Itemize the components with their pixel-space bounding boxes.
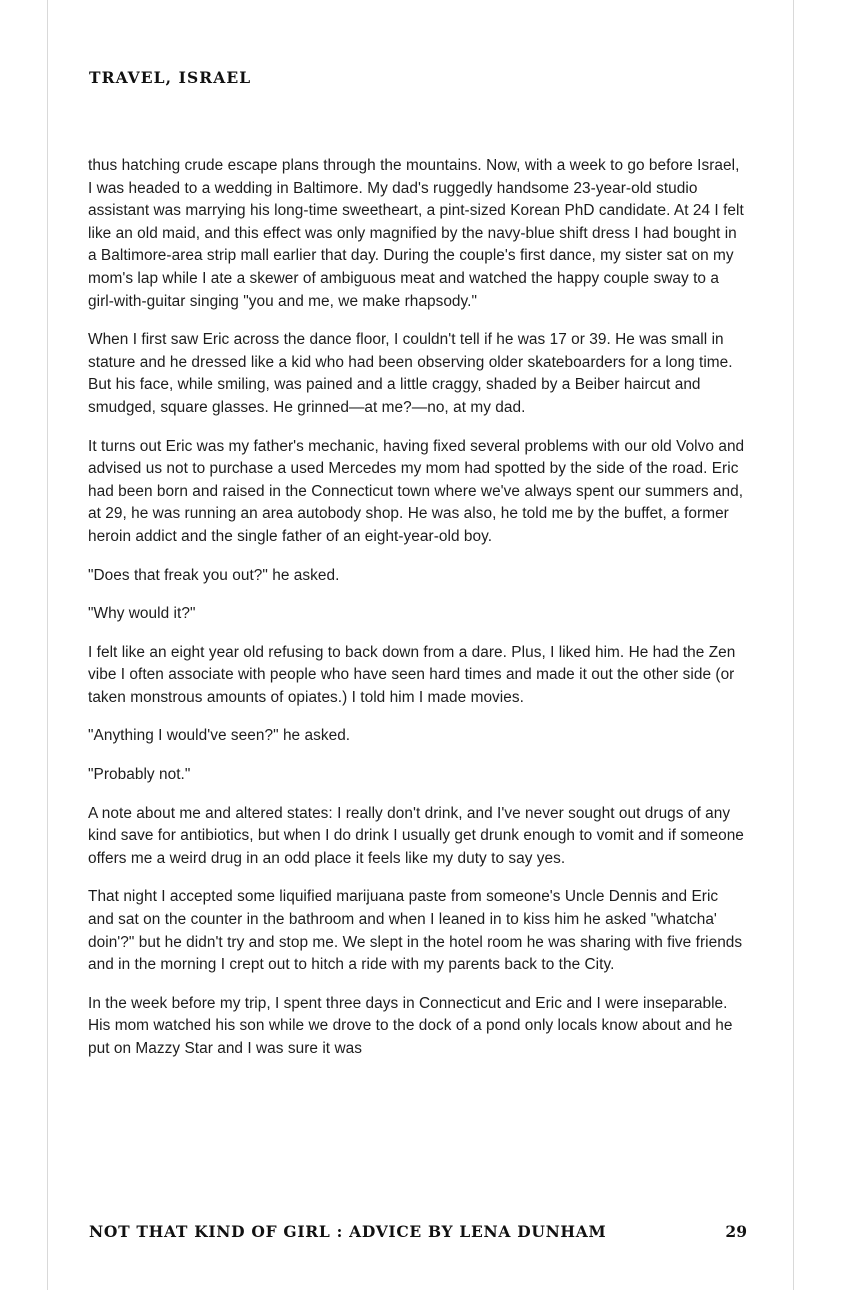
paragraph: "Why would it?" xyxy=(88,605,196,623)
paragraph: "Anything I would've seen?" he asked. xyxy=(88,727,351,745)
page-edge-left xyxy=(47,0,48,1290)
paragraph: That night I accepted some liquified marijuana paste from someone's Uncle Dennis and Eric and sat on the counter in the bathroom and when I leaned in to kiss him he asked "whatcha' doin'?" but he didn't try and stop me. We slept in the hotel room he was sharing with five friends and in the morning I crept out to hitch a ride with my parents back to the City. xyxy=(88,888,743,974)
paragraph: "Probably not." xyxy=(88,766,191,784)
page-edge-right xyxy=(793,0,794,1290)
paragraph: When I first saw Eric across the dance floor, I couldn't tell if he was 17 or 39. He was small in stature and he dressed like a kid who had been observing older skateboarders for a long time. But his face, while smiling, was pained and a little craggy, shaded by a Beiber haircut and smudged, square glasses. He grinned—at me?—no, at my dad. xyxy=(88,331,733,416)
paragraph: I felt like an eight year old refusing to back down from a dare. Plus, I liked him. He had the Zen vibe I often associate with people who have seen hard times and made it out the other side (or taken monstrous amounts of opiates.) I told him I made movies. xyxy=(88,643,736,706)
paragraph: "Does that freak you out?" he asked. xyxy=(88,566,340,584)
paragraph: In the week before my trip, I spent three days in Connecticut and Eric and I were inseparable. His mom watched his son while we drove to the dock of a pond only locals know about and he put on Mazzy Star and I was sure it was xyxy=(88,994,733,1057)
running-head: TRAVEL, ISRAEL xyxy=(89,68,252,87)
page-footer xyxy=(89,1222,747,1241)
body-text-column xyxy=(88,155,746,1061)
paragraph: It turns out Eric was my father's mechanic, having fixed several problems with our old Volvo and advised us not to purchase a used Mercedes my mom had spotted by the side of the road. Eric had been born and raised in the Connecticut town where we've always spent our summers and, at 29, he was running an area autobody shop. He was also, he told me by the buffet, a former heroin addict and the single father of an eight-year-old boy. xyxy=(88,437,745,545)
paragraph: thus hatching crude escape plans through the mountains. Now, with a week to go before Israel, I was headed to a wedding in Baltimore. My dad's ruggedly handsome 23-year-old studio assistant was marrying his long-time sweetheart, a pint-sized Korean PhD candidate. At 24 I felt like an old maid, and this effect was only magnified by the navy-blue shift dress I had bought in a Baltimore-area strip mall earlier that day. During the couple's first dance, my sister sat on my mom's lap while I ate a skewer of ambiguous meat and watched the happy couple sway to a girl-with-guitar singing "you and me, we make rhapsody." xyxy=(88,157,744,310)
footer-book-title: NOT THAT KIND OF GIRL : ADVICE BY LENA DUNHAM xyxy=(89,1222,607,1241)
page-number: 29 xyxy=(725,1222,747,1241)
paragraph: A note about me and altered states: I really don't drink, and I've never sought out drugs of any kind save for antibiotics, but when I do drink I usually get drunk enough to vomit and if someone offers me a weird drug in an odd place it feels like my duty to say yes. xyxy=(88,804,744,867)
